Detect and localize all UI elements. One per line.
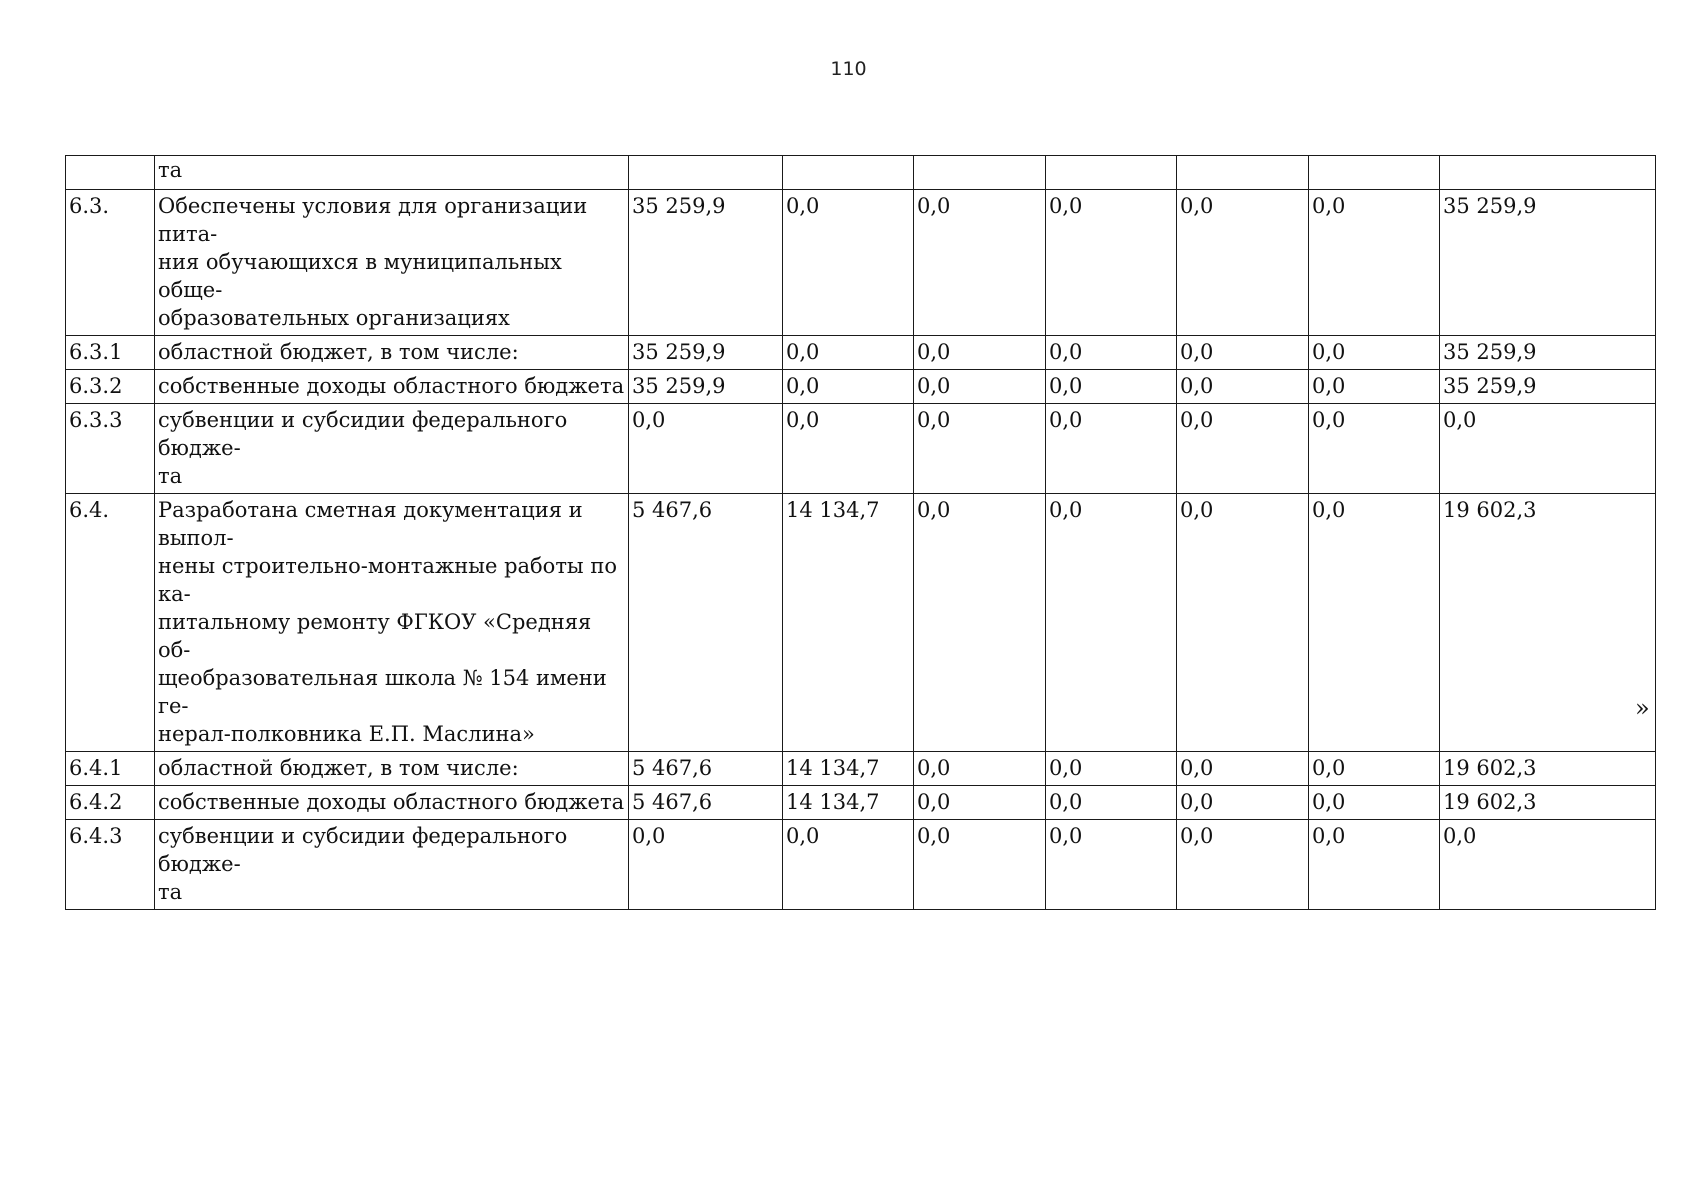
row-description: субвенции и субсидии федерального бюдже- та: [155, 404, 629, 494]
value-cell: 0,0: [1309, 190, 1440, 336]
total-cell: 19 602,3: [1440, 494, 1656, 752]
row-number: 6.3.2: [66, 370, 155, 404]
value-cell: 0,0: [1177, 190, 1309, 336]
table-row: [66, 786, 1656, 820]
total-cell: 19 602,3: [1440, 786, 1656, 820]
value-cell: 0,0: [1309, 786, 1440, 820]
value-cell: 0,0: [783, 336, 914, 370]
page-number: 110: [830, 58, 867, 80]
row-number: 6.4.3: [66, 820, 155, 910]
value-cell: [629, 156, 783, 190]
value-cell: 0,0: [914, 786, 1046, 820]
value-cell: 0,0: [1177, 404, 1309, 494]
value-cell: 0,0: [1177, 752, 1309, 786]
table-body: [66, 156, 1656, 910]
row-description: собственные доходы областного бюджета: [155, 370, 629, 404]
table-row: [66, 820, 1656, 910]
total-cell: 0,0: [1440, 404, 1656, 494]
value-cell: [1177, 156, 1309, 190]
value-cell: 0,0: [1046, 820, 1177, 910]
row-number: 6.3.3: [66, 404, 155, 494]
value-cell: 0,0: [914, 370, 1046, 404]
table-row: [66, 404, 1656, 494]
row-number: 6.4.1: [66, 752, 155, 786]
value-cell: 14 134,7: [783, 752, 914, 786]
value-cell: [1046, 156, 1177, 190]
value-cell: 0,0: [914, 820, 1046, 910]
value-cell: 0,0: [629, 820, 783, 910]
total-cell: 35 259,9: [1440, 190, 1656, 336]
value-cell: 0,0: [1309, 404, 1440, 494]
value-cell: 0,0: [1046, 752, 1177, 786]
row-number: 6.3.1: [66, 336, 155, 370]
value-cell: 0,0: [1177, 494, 1309, 752]
value-cell: 0,0: [783, 190, 914, 336]
value-cell: 0,0: [1046, 370, 1177, 404]
closing-quote-mark: »: [1635, 694, 1650, 722]
value-cell: 0,0: [914, 404, 1046, 494]
table-row: [66, 370, 1656, 404]
value-cell: 0,0: [1046, 336, 1177, 370]
table-row: [66, 494, 1656, 752]
value-cell: 35 259,9: [629, 190, 783, 336]
value-cell: 0,0: [1309, 752, 1440, 786]
row-description: Разработана сметная документация и выпол- нены строительно-монтажные работы по ка- питальному ремонту ФГКОУ «Средняя об- щеобразовательная школа № 154 имени ге- нерал-полковника Е.П. Маслина»: [155, 494, 629, 752]
value-cell: 0,0: [914, 494, 1046, 752]
total-cell: 19 602,3: [1440, 752, 1656, 786]
value-cell: 5 467,6: [629, 786, 783, 820]
row-description: собственные доходы областного бюджета: [155, 786, 629, 820]
value-cell: 0,0: [783, 820, 914, 910]
table-row: [66, 190, 1656, 336]
value-cell: 0,0: [1046, 190, 1177, 336]
value-cell: 0,0: [1177, 820, 1309, 910]
row-number: 6.4.: [66, 494, 155, 752]
row-description: областной бюджет, в том числе:: [155, 752, 629, 786]
row-number: [66, 156, 155, 190]
row-number: 6.3.: [66, 190, 155, 336]
value-cell: 0,0: [629, 404, 783, 494]
total-cell: 35 259,9: [1440, 370, 1656, 404]
budget-table: [65, 155, 1656, 910]
value-cell: 0,0: [1177, 786, 1309, 820]
value-cell: 14 134,7: [783, 786, 914, 820]
value-cell: 0,0: [914, 336, 1046, 370]
table-row: [66, 156, 1656, 190]
value-cell: 0,0: [1309, 336, 1440, 370]
value-cell: 0,0: [1046, 494, 1177, 752]
total-cell: 35 259,9: [1440, 336, 1656, 370]
value-cell: 0,0: [1309, 820, 1440, 910]
value-cell: 0,0: [783, 370, 914, 404]
row-number: 6.4.2: [66, 786, 155, 820]
table-row: [66, 752, 1656, 786]
total-cell: 0,0: [1440, 820, 1656, 910]
table-row: [66, 336, 1656, 370]
value-cell: 0,0: [1177, 370, 1309, 404]
value-cell: 14 134,7: [783, 494, 914, 752]
value-cell: 5 467,6: [629, 752, 783, 786]
value-cell: [914, 156, 1046, 190]
value-cell: 35 259,9: [629, 370, 783, 404]
value-cell: 0,0: [1309, 370, 1440, 404]
value-cell: 0,0: [783, 404, 914, 494]
value-cell: [1309, 156, 1440, 190]
value-cell: [783, 156, 914, 190]
value-cell: 0,0: [1309, 494, 1440, 752]
value-cell: 5 467,6: [629, 494, 783, 752]
row-description: областной бюджет, в том числе:: [155, 336, 629, 370]
total-cell: [1440, 156, 1656, 190]
row-description: Обеспечены условия для организации пита- ния обучающихся в муниципальных обще- образовательных организациях: [155, 190, 629, 336]
value-cell: 35 259,9: [629, 336, 783, 370]
value-cell: 0,0: [1046, 404, 1177, 494]
value-cell: 0,0: [914, 190, 1046, 336]
value-cell: 0,0: [1046, 786, 1177, 820]
value-cell: 0,0: [914, 752, 1046, 786]
row-description: субвенции и субсидии федерального бюдже- та: [155, 820, 629, 910]
row-description: та: [155, 156, 629, 190]
value-cell: 0,0: [1177, 336, 1309, 370]
